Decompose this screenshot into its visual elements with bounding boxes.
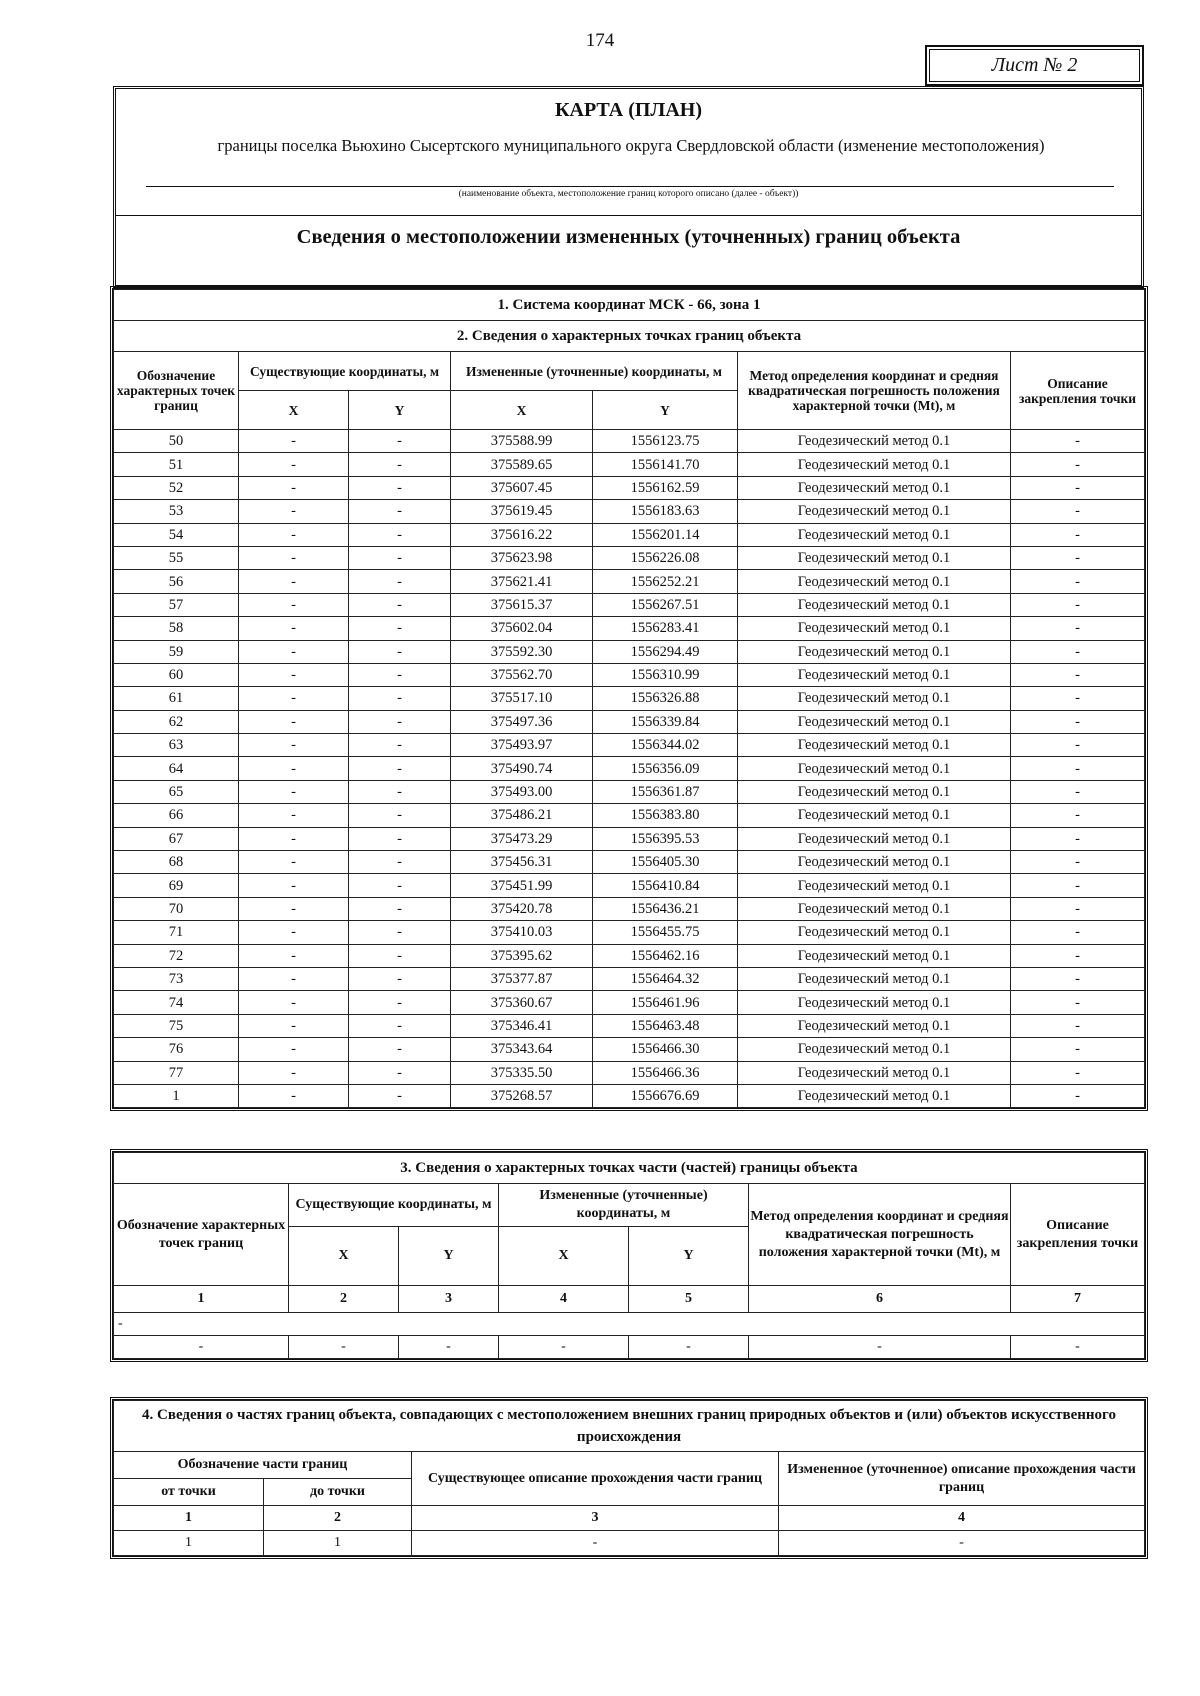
table-cell: - xyxy=(239,967,349,990)
table-cell: 1556162.59 xyxy=(593,476,738,499)
table-cell: - xyxy=(349,640,451,663)
table-cell: Геодезический метод 0.1 xyxy=(738,1038,1011,1061)
boundary-points-table xyxy=(113,289,1145,1108)
table-cell: - xyxy=(349,1014,451,1037)
table-cell: 64 xyxy=(114,757,239,780)
table-cell: - xyxy=(239,593,349,616)
table-cell: 51 xyxy=(114,453,239,476)
object-name: границы поселка Вьюхино Сысертского муниципального округа Свердловской области (изменение местоположения) xyxy=(217,136,1045,155)
divider xyxy=(116,215,1141,216)
section3-title: 3. Сведения о характерных точках части (частей) границы объекта xyxy=(114,1153,1145,1184)
table-cell: - xyxy=(349,897,451,920)
table-cell: - xyxy=(1011,617,1145,640)
table-cell: 1556466.36 xyxy=(593,1061,738,1084)
table-cell: 1556455.75 xyxy=(593,921,738,944)
table-cell: 60 xyxy=(114,663,239,686)
table-cell: - xyxy=(349,967,451,990)
table-cell: - xyxy=(239,897,349,920)
table-cell: 375410.03 xyxy=(451,921,593,944)
table-cell: 1556395.53 xyxy=(593,827,738,850)
table-cell: 1556383.80 xyxy=(593,804,738,827)
table-cell: - xyxy=(1011,991,1145,1014)
table-row xyxy=(114,757,1145,780)
table-cell: Геодезический метод 0.1 xyxy=(738,546,1011,569)
table-cell: 1556267.51 xyxy=(593,593,738,616)
table-cell: 375456.31 xyxy=(451,851,593,874)
table-cell: - xyxy=(349,827,451,850)
col-number: 3 xyxy=(412,1506,779,1531)
table-cell: - xyxy=(239,1014,349,1037)
table-cell: - xyxy=(349,1061,451,1084)
table-cell: - xyxy=(1011,570,1145,593)
table-cell: 1556464.32 xyxy=(593,967,738,990)
table-cell: 1556226.08 xyxy=(593,546,738,569)
table-cell: 52 xyxy=(114,476,239,499)
table-cell: - xyxy=(349,1084,451,1107)
table-cell: Геодезический метод 0.1 xyxy=(738,734,1011,757)
col-changed-header: Измененное (уточненное) описание прохождения части границ xyxy=(779,1452,1145,1506)
table-cell: Геодезический метод 0.1 xyxy=(738,851,1011,874)
table-cell: Геодезический метод 0.1 xyxy=(738,757,1011,780)
table-row xyxy=(114,687,1145,710)
col-existing-header: Существующее описание прохождения части границ xyxy=(412,1452,779,1506)
table-cell: 63 xyxy=(114,734,239,757)
table-cell: 55 xyxy=(114,546,239,569)
col-part-header: Обозначение части границ xyxy=(114,1452,412,1479)
table-row xyxy=(114,991,1145,1014)
col-number: 2 xyxy=(264,1506,412,1531)
table-cell: 375343.64 xyxy=(451,1038,593,1061)
table-cell: - xyxy=(239,734,349,757)
table-row xyxy=(114,1014,1145,1037)
table-cell: - xyxy=(1011,523,1145,546)
table-row xyxy=(114,640,1145,663)
table-row xyxy=(114,1038,1145,1061)
col-existing-header: Существующие координаты, м xyxy=(239,352,451,391)
table-cell: 53 xyxy=(114,500,239,523)
table-cell: - xyxy=(349,1038,451,1061)
table-cell: - xyxy=(349,570,451,593)
table-row xyxy=(114,430,1145,453)
col-existing-header: Существующие координаты, м xyxy=(289,1184,499,1227)
table-cell: 1556201.14 xyxy=(593,523,738,546)
table-row xyxy=(114,921,1145,944)
table-cell: - xyxy=(239,991,349,1014)
section1-title: 1. Система координат МСК - 66, зона 1 xyxy=(114,290,1145,321)
table-cell: 375377.87 xyxy=(451,967,593,990)
col-y-header: Y xyxy=(349,391,451,430)
table-cell: - xyxy=(1011,453,1145,476)
col-y-header: Y xyxy=(399,1227,499,1286)
table-cell: 375335.50 xyxy=(451,1061,593,1084)
table-cell: 1556676.69 xyxy=(593,1084,738,1107)
table-cell: 62 xyxy=(114,710,239,733)
table-cell: Геодезический метод 0.1 xyxy=(738,780,1011,803)
table-cell: - xyxy=(1011,1061,1145,1084)
table-row xyxy=(114,593,1145,616)
col-x-header: X xyxy=(289,1227,399,1286)
table-row xyxy=(114,967,1145,990)
table-cell: Геодезический метод 0.1 xyxy=(738,476,1011,499)
table-cell: - xyxy=(1011,874,1145,897)
table-cell: 1556405.30 xyxy=(593,851,738,874)
col-number: 4 xyxy=(779,1506,1145,1531)
table-cell: 375493.97 xyxy=(451,734,593,757)
col-changed-header: Измененные (уточненные) координаты, м xyxy=(499,1184,749,1227)
table-cell: - xyxy=(629,1336,749,1359)
table-cell: Геодезический метод 0.1 xyxy=(738,897,1011,920)
table-cell: - xyxy=(349,523,451,546)
table-cell: 1556141.70 xyxy=(593,453,738,476)
table-cell: Геодезический метод 0.1 xyxy=(738,523,1011,546)
table-cell: 57 xyxy=(114,593,239,616)
table-cell: - xyxy=(349,757,451,780)
table-cell: - xyxy=(239,1038,349,1061)
section-subtitle: Сведения о местоположении измененных (уточненных) границ объекта xyxy=(296,226,961,248)
table-row xyxy=(114,804,1145,827)
table-row xyxy=(114,827,1145,850)
table-cell: - xyxy=(1011,897,1145,920)
table-row xyxy=(114,851,1145,874)
table-cell: 375602.04 xyxy=(451,617,593,640)
table-cell: 1556283.41 xyxy=(593,617,738,640)
col-point-header: Обозначение характерных точек границ xyxy=(114,352,239,430)
table-cell: - xyxy=(239,453,349,476)
table-cell: 375607.45 xyxy=(451,476,593,499)
table-cell: Геодезический метод 0.1 xyxy=(738,921,1011,944)
table-cell: - xyxy=(349,500,451,523)
table-cell: - xyxy=(1011,1084,1145,1107)
col-method-header: Метод определения координат и средняя квадратическая погрешность положения характерной точки (Mt), м xyxy=(738,352,1011,430)
table-cell: 58 xyxy=(114,617,239,640)
table-cell: - xyxy=(349,851,451,874)
table-cell: 74 xyxy=(114,991,239,1014)
table-cell: 375623.98 xyxy=(451,546,593,569)
table-cell: 375562.70 xyxy=(451,663,593,686)
table-cell: - xyxy=(1011,1014,1145,1037)
table-cell: - xyxy=(349,804,451,827)
table-cell: 66 xyxy=(114,804,239,827)
table-row xyxy=(114,1061,1145,1084)
table-row xyxy=(114,944,1145,967)
table-cell: - xyxy=(1011,757,1145,780)
natural-boundaries-table xyxy=(113,1400,1145,1556)
col-x-header: X xyxy=(451,391,593,430)
table-cell: - xyxy=(349,430,451,453)
table-cell: Геодезический метод 0.1 xyxy=(738,687,1011,710)
table-cell: 72 xyxy=(114,944,239,967)
table-cell: - xyxy=(239,570,349,593)
table-cell: - xyxy=(1011,430,1145,453)
col-number: 6 xyxy=(749,1286,1011,1313)
table-cell: - xyxy=(239,804,349,827)
table-cell: - xyxy=(412,1531,779,1556)
table-cell: Геодезический метод 0.1 xyxy=(738,593,1011,616)
table-cell: Геодезический метод 0.1 xyxy=(738,1014,1011,1037)
divider xyxy=(146,186,1114,187)
document-title: КАРТА (ПЛАН) xyxy=(555,99,702,121)
table-cell: 50 xyxy=(114,430,239,453)
table-cell: - xyxy=(399,1336,499,1359)
table-cell: - xyxy=(349,780,451,803)
table-cell: 1556466.30 xyxy=(593,1038,738,1061)
table-cell: Геодезический метод 0.1 xyxy=(738,453,1011,476)
page-number: 174 xyxy=(585,30,615,51)
table-cell: - xyxy=(1011,546,1145,569)
table-cell: - xyxy=(349,921,451,944)
table-cell: - xyxy=(1011,640,1145,663)
table-cell: - xyxy=(349,874,451,897)
table-cell: - xyxy=(239,827,349,850)
table-cell: - xyxy=(114,1336,289,1359)
table-cell: 1556462.16 xyxy=(593,944,738,967)
col-fix-header: Описание закрепления точки xyxy=(1011,352,1145,430)
table-cell: 69 xyxy=(114,874,239,897)
table-cell: - xyxy=(349,476,451,499)
table-cell: Геодезический метод 0.1 xyxy=(738,1084,1011,1107)
table-cell: - xyxy=(349,617,451,640)
table-row xyxy=(114,1084,1145,1107)
table-cell: - xyxy=(1011,1038,1145,1061)
table-cell: 375615.37 xyxy=(451,593,593,616)
table-cell: 1556326.88 xyxy=(593,687,738,710)
col-changed-header: Измененные (уточненные) координаты, м xyxy=(451,352,738,391)
part-points-table xyxy=(113,1152,1145,1359)
table-cell: 1556356.09 xyxy=(593,757,738,780)
table-cell: 1556461.96 xyxy=(593,991,738,1014)
table-cell: 375360.67 xyxy=(451,991,593,1014)
table-row xyxy=(114,897,1145,920)
table-cell: 1556463.48 xyxy=(593,1014,738,1037)
table-cell: - xyxy=(1011,921,1145,944)
table-cell: 1556339.84 xyxy=(593,710,738,733)
part-label: - xyxy=(114,1313,1145,1336)
table-cell: - xyxy=(349,991,451,1014)
table-cell: 375346.41 xyxy=(451,1014,593,1037)
table-cell: - xyxy=(779,1531,1145,1556)
table-cell: 375588.99 xyxy=(451,430,593,453)
table-cell: 375473.29 xyxy=(451,827,593,850)
table-cell: 77 xyxy=(114,1061,239,1084)
col-point-header: Обозначение характерных точек границ xyxy=(114,1184,289,1286)
table-cell: - xyxy=(239,523,349,546)
table-cell: - xyxy=(239,780,349,803)
col-number: 3 xyxy=(399,1286,499,1313)
table-cell: 1556310.99 xyxy=(593,663,738,686)
table-cell: 375497.36 xyxy=(451,710,593,733)
table-cell: 1 xyxy=(114,1084,239,1107)
table-cell: Геодезический метод 0.1 xyxy=(738,967,1011,990)
table-cell: - xyxy=(239,687,349,710)
section4-title: 4. Сведения о частях границ объекта, совпадающих с местоположением внешних границ природных объектов и (или) объектов искусственного происхождения xyxy=(114,1401,1145,1452)
col-number: 7 xyxy=(1011,1286,1145,1313)
col-x-header: X xyxy=(239,391,349,430)
table-cell: 61 xyxy=(114,687,239,710)
table-cell: Геодезический метод 0.1 xyxy=(738,663,1011,686)
table-cell: - xyxy=(239,546,349,569)
table-cell: Геодезический метод 0.1 xyxy=(738,430,1011,453)
table-cell: Геодезический метод 0.1 xyxy=(738,500,1011,523)
col-from-header: от точки xyxy=(114,1479,264,1506)
table-cell: - xyxy=(1011,944,1145,967)
object-caption: (наименование объекта, местоположение границ которого описано (далее - объект)) xyxy=(458,189,799,199)
table-cell: Геодезический метод 0.1 xyxy=(738,640,1011,663)
table-cell: 1556344.02 xyxy=(593,734,738,757)
table-cell: - xyxy=(1011,967,1145,990)
table-cell: - xyxy=(349,944,451,967)
col-number: 1 xyxy=(114,1506,264,1531)
table-cell: 1 xyxy=(114,1531,264,1556)
table-cell: Геодезический метод 0.1 xyxy=(738,991,1011,1014)
table-cell: - xyxy=(1011,710,1145,733)
table-cell: - xyxy=(239,640,349,663)
table-cell: Геодезический метод 0.1 xyxy=(738,827,1011,850)
section2-title: 2. Сведения о характерных точках границ объекта xyxy=(114,321,1145,352)
table-cell: 375268.57 xyxy=(451,1084,593,1107)
table-row xyxy=(114,874,1145,897)
table-row xyxy=(114,734,1145,757)
table-row xyxy=(114,617,1145,640)
table-cell: - xyxy=(239,757,349,780)
table-cell: - xyxy=(239,710,349,733)
table-cell: - xyxy=(1011,851,1145,874)
table-row xyxy=(114,570,1145,593)
table-cell: 1 xyxy=(264,1531,412,1556)
table-cell: 375589.65 xyxy=(451,453,593,476)
table-cell: - xyxy=(1011,1336,1145,1359)
table-cell: 1556361.87 xyxy=(593,780,738,803)
table-cell: - xyxy=(1011,687,1145,710)
table-cell: 65 xyxy=(114,780,239,803)
table-cell: 375592.30 xyxy=(451,640,593,663)
table-cell: - xyxy=(1011,500,1145,523)
table-cell: 68 xyxy=(114,851,239,874)
table-cell: 1556436.21 xyxy=(593,897,738,920)
table-row xyxy=(114,710,1145,733)
table-cell: - xyxy=(349,593,451,616)
table-cell: 56 xyxy=(114,570,239,593)
table-cell: 73 xyxy=(114,967,239,990)
table-cell: 1556183.63 xyxy=(593,500,738,523)
col-y-header: Y xyxy=(629,1227,749,1286)
col-x-header: X xyxy=(499,1227,629,1286)
table-cell: - xyxy=(239,874,349,897)
table-row xyxy=(114,663,1145,686)
table-cell: Геодезический метод 0.1 xyxy=(738,804,1011,827)
table-cell: 75 xyxy=(114,1014,239,1037)
table-cell: - xyxy=(1011,593,1145,616)
table-cell: - xyxy=(239,1061,349,1084)
table-cell: 375621.41 xyxy=(451,570,593,593)
table-cell: - xyxy=(349,710,451,733)
table-cell: 71 xyxy=(114,921,239,944)
table-row xyxy=(114,546,1145,569)
table-cell: - xyxy=(239,500,349,523)
table-cell: - xyxy=(239,851,349,874)
table-cell: 59 xyxy=(114,640,239,663)
table-cell: - xyxy=(1011,804,1145,827)
col-number: 5 xyxy=(629,1286,749,1313)
table-cell: 76 xyxy=(114,1038,239,1061)
col-number: 4 xyxy=(499,1286,629,1313)
table-cell: 375619.45 xyxy=(451,500,593,523)
table-cell: - xyxy=(349,546,451,569)
table-row xyxy=(114,780,1145,803)
table-cell: - xyxy=(1011,663,1145,686)
table-cell: 375517.10 xyxy=(451,687,593,710)
table-cell: - xyxy=(749,1336,1011,1359)
col-number: 2 xyxy=(289,1286,399,1313)
table-cell: Геодезический метод 0.1 xyxy=(738,944,1011,967)
table-cell: 375486.21 xyxy=(451,804,593,827)
table-cell: Геодезический метод 0.1 xyxy=(738,710,1011,733)
table-cell: - xyxy=(349,687,451,710)
table-cell: - xyxy=(239,944,349,967)
table-row xyxy=(114,523,1145,546)
col-to-header: до точки xyxy=(264,1479,412,1506)
table-row xyxy=(114,453,1145,476)
table-cell: - xyxy=(1011,780,1145,803)
table-cell: 375420.78 xyxy=(451,897,593,920)
col-fix-header: Описание закрепления точки xyxy=(1011,1184,1145,1286)
table-cell: 375493.00 xyxy=(451,780,593,803)
table-cell: - xyxy=(239,476,349,499)
col-y-header: Y xyxy=(593,391,738,430)
col-number: 1 xyxy=(114,1286,289,1313)
table-cell: 375616.22 xyxy=(451,523,593,546)
table-cell: - xyxy=(239,1084,349,1107)
table-cell: - xyxy=(239,430,349,453)
table-row xyxy=(114,476,1145,499)
col-method-header: Метод определения координат и средняя квадратическая погрешность положения характерной точки (Mt), м xyxy=(749,1184,1011,1286)
table-cell: - xyxy=(499,1336,629,1359)
sheet-number: Лист № 2 xyxy=(925,45,1144,86)
table-cell: - xyxy=(1011,827,1145,850)
table-cell: Геодезический метод 0.1 xyxy=(738,874,1011,897)
table-row xyxy=(114,500,1145,523)
table-cell: 1556123.75 xyxy=(593,430,738,453)
table-cell: - xyxy=(349,734,451,757)
table-cell: 1556294.49 xyxy=(593,640,738,663)
table-cell: - xyxy=(349,663,451,686)
table-cell: 375451.99 xyxy=(451,874,593,897)
table-cell: 1556410.84 xyxy=(593,874,738,897)
table-cell: 70 xyxy=(114,897,239,920)
map-header xyxy=(113,86,1144,288)
table-cell: 54 xyxy=(114,523,239,546)
table-cell: Геодезический метод 0.1 xyxy=(738,570,1011,593)
table-cell: - xyxy=(1011,476,1145,499)
table-cell: - xyxy=(289,1336,399,1359)
table-cell: 375490.74 xyxy=(451,757,593,780)
table-cell: Геодезический метод 0.1 xyxy=(738,617,1011,640)
table-cell: 67 xyxy=(114,827,239,850)
table-cell: 375395.62 xyxy=(451,944,593,967)
table-cell: - xyxy=(349,453,451,476)
table-cell: - xyxy=(239,921,349,944)
table-cell: - xyxy=(239,663,349,686)
table-cell: 1556252.21 xyxy=(593,570,738,593)
table-cell: - xyxy=(1011,734,1145,757)
table-cell: - xyxy=(239,617,349,640)
table-cell: Геодезический метод 0.1 xyxy=(738,1061,1011,1084)
